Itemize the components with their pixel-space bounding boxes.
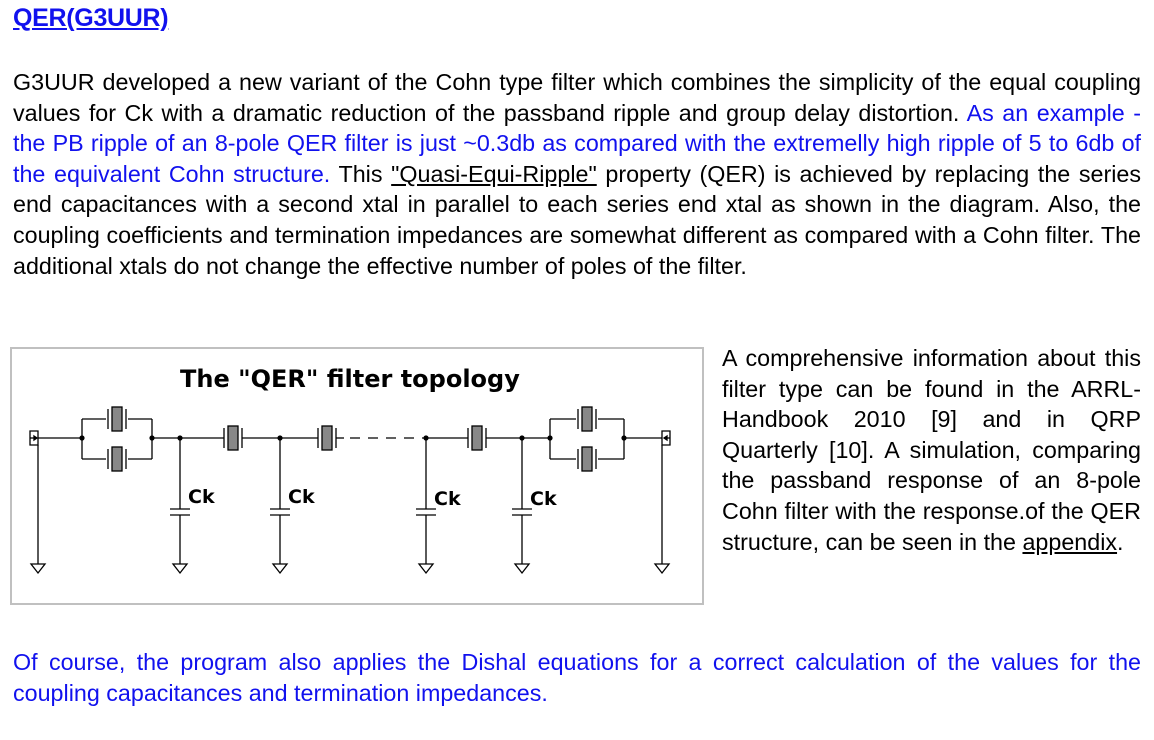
capacitor-label-4: Ck xyxy=(530,488,557,510)
side-paragraph xyxy=(722,343,1141,557)
side-text-end: . xyxy=(1117,528,1124,555)
intro-highlight-text: As an example - the PB ripple of an 8-pole QER filter is just ~0.3db as compared with the extremelly high ripple of 5 to 6db of the equivalent Cohn structure. xyxy=(13,99,1141,187)
capacitor-label-3: Ck xyxy=(434,488,461,510)
qer-topology-figure xyxy=(10,347,704,605)
intro-text-2: This xyxy=(338,160,383,187)
page-heading[interactable]: QER(G3UUR) xyxy=(13,4,169,32)
closing-paragraph: Of course, the program also applies the Dishal equations for a correct calculation of the values for the coupling capacitances and termination impedances. xyxy=(13,649,1141,706)
intro-text-3: property (QER) is achieved by replacing the series end capacitances with a second xtal in parallel to each series end xtal as shown in the diagram. Also, the coupling coefficients and termination impedances are somewhat different as compared with a Cohn filter. The additional xtals do not change the effective number of poles of the filter. xyxy=(13,160,1142,279)
schematic xyxy=(30,407,670,573)
appendix-link[interactable]: appendix xyxy=(1022,528,1118,555)
quasi-equi-ripple-link[interactable]: "Quasi-Equi-Ripple" xyxy=(391,160,597,187)
figure-title: The "QER" filter topology xyxy=(180,365,520,393)
capacitor-label-2: Ck xyxy=(288,486,315,508)
intro-paragraph xyxy=(13,67,1141,281)
side-text: A comprehensive information about this filter type can be found in the ARRL-Handbook 2010 [9] and in QRP Quarterly [10]. A simulation, comparing the passband response of an 8-pole Cohn filter with the response.of the QER structure, can be seen in the xyxy=(722,345,1141,555)
intro-text-1: G3UUR developed a new variant of the Cohn type filter which combines the simplicity of the equal coupling values for Ck with a dramatic reduction of the passband ripple and group delay distortion. xyxy=(13,69,1141,126)
capacitor-label-1: Ck xyxy=(188,486,215,508)
